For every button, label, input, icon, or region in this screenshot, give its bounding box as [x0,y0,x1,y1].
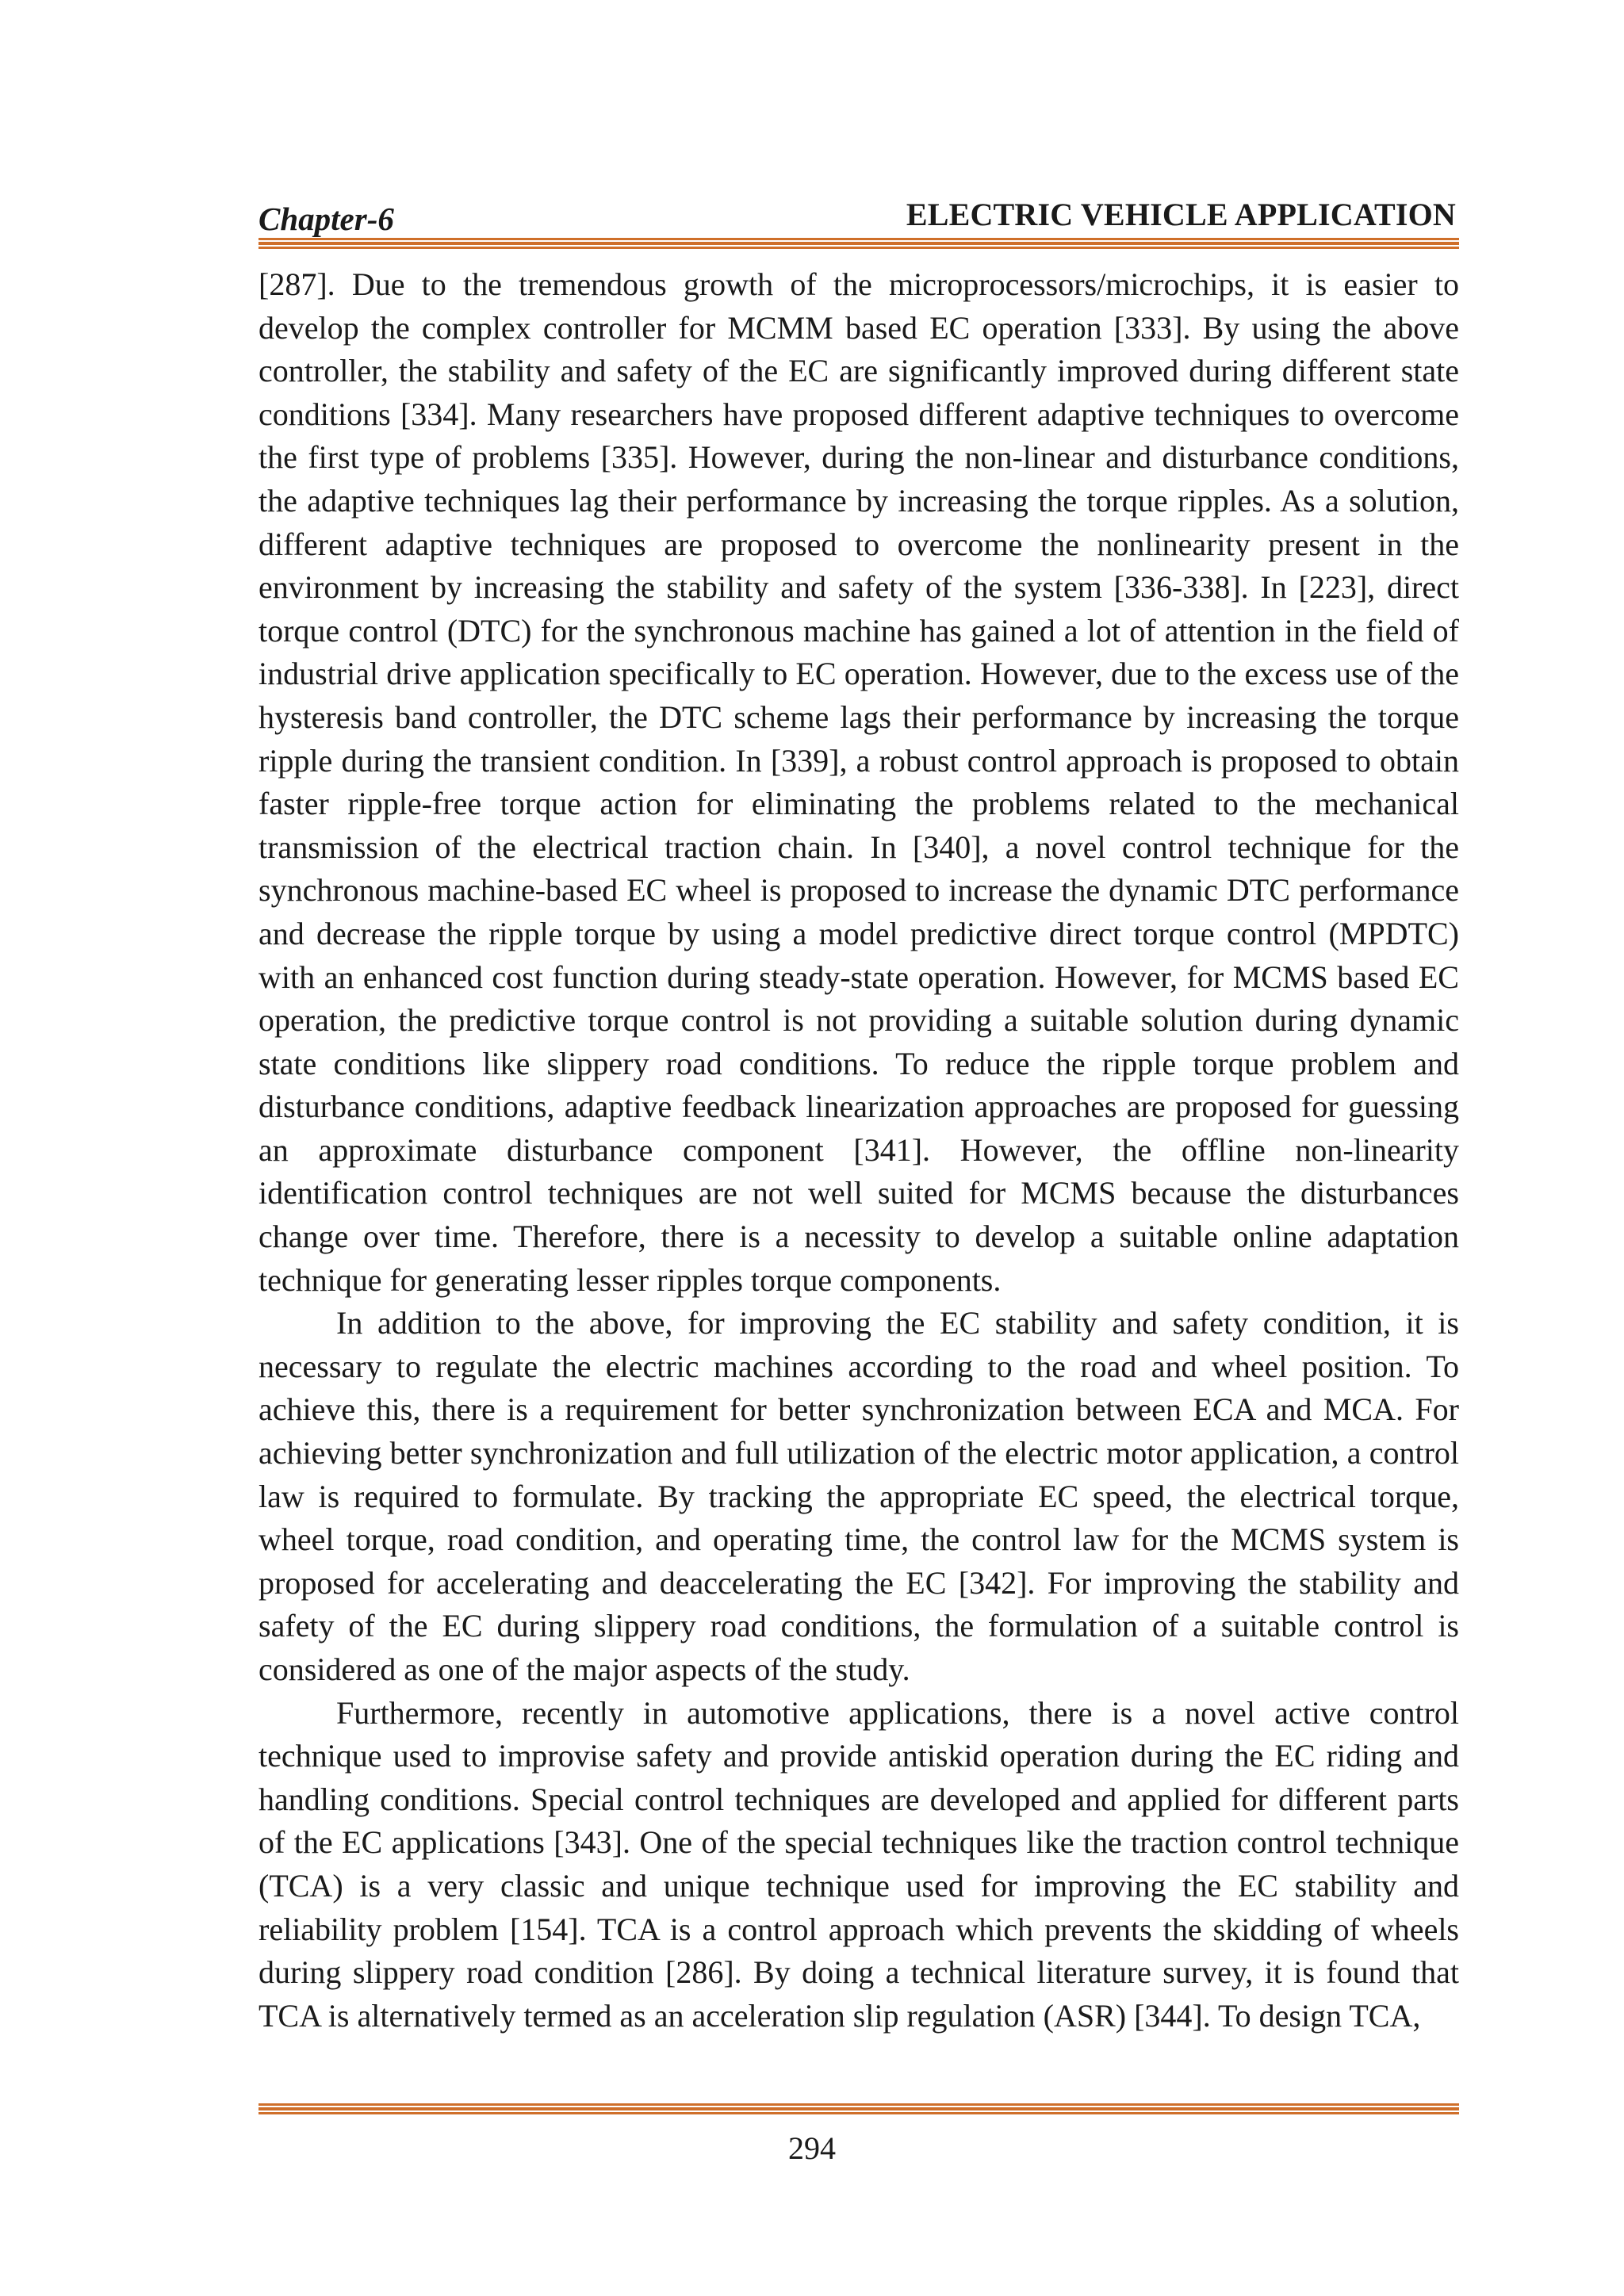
paragraph: In addition to the above, for improving the EC stability and safety condition, it is necessary to regulate the electric machines according to the road and wheel position. To achieve this, there is a requirement for better synchronization between ECA and MCA. For achieving better synchronization and full utilization of the electric motor application, a control law is required to formulate. By tracking the appropriate EC speed, the electrical torque, wheel torque, road condition, and operating time, the control law for the MCMS system is proposed for accelerating and deaccelerating the EC [342]. For improving the stability and safety of the EC during slippery road conditions, the formulation of a suitable control is considered as one of the major aspects of the study. [259,1305,1459,1687]
page-number: 294 [788,2130,836,2166]
page-header [259,193,1459,237]
paragraph: Furthermore, recently in automotive applications, there is a novel active control technique used to improvise safety and provide antiskid operation during the EC riding and handling conditions. Special control techniques are developed and applied for different parts of the EC applications [343]. One of the special techniques like the traction control technique (TCA) is a very classic and unique technique used for improving the EC stability and reliability problem [154]. TCA is a control approach which prevents the skidding of wheels during slippery road condition [286]. By doing a technical literature survey, it is found that TCA is alternatively termed as an acceleration slip regulation (ASR) [344]. To design TCA, [259,1694,1459,2034]
chapter-label: Chapter-6 [259,201,394,237]
footer-rule-line [259,2107,1459,2110]
header-rule-line [259,238,1459,240]
header-rule-line [259,242,1459,245]
section-title: ELECTRIC VEHICLE APPLICATION [906,197,1456,232]
body-text [259,263,1459,2038]
header-rule-line [259,247,1459,249]
footer-rule-line [259,2112,1459,2114]
paragraph: [287]. Due to the tremendous growth of the microprocessors/microchips, it is easier to develop the complex controller for MCMM based EC operation [333]. By using the above controller, the stability and safety of the EC are significantly improved during different state conditions [334]. Many researchers have proposed different adaptive techniques to overcome the first type of problems [335]. However, during the non-linear and disturbance conditions, the adaptive techniques lag their performance by increasing the torque ripples. As a solution, different adaptive techniques are proposed to overcome the nonlinearity present in the environment by increasing the stability and safety of the system [336-338]. In [223], direct torque control (DTC) for the synchronous machine has gained a lot of attention in the field of industrial drive application specifically to EC operation. However, due to the excess use of the hysteresis band controller, the DTC scheme lags their performance by increasing the torque ripple during the transient condition. In [339], a robust control approach is proposed to obtain faster ripple-free torque action for eliminating the problems related to the mechanical transmission of the electrical traction chain. In [340], a novel control technique for the synchronous machine-based EC wheel is proposed to increase the dynamic DTC performance and decrease the ripple torque by using a model predictive direct torque control (MPDTC) with an enhanced cost function during steady-state operation. However, for MCMS based EC operation, the predictive torque control is not providing a suitable solution during dynamic state conditions like slippery road conditions. To reduce the ripple torque problem and disturbance conditions, adaptive feedback linearization approaches are proposed for guessing an approximate disturbance component [341]. However, the offline non-linearity identification control techniques are not well suited for MCMS because the disturbances change over time. Therefore, there is a necessity to develop a suitable online adaptation technique for generating lesser ripples torque components. [259,266,1459,1298]
footer-rule [259,2103,1459,2114]
header-rule [259,238,1459,249]
footer-rule-line [259,2103,1459,2106]
